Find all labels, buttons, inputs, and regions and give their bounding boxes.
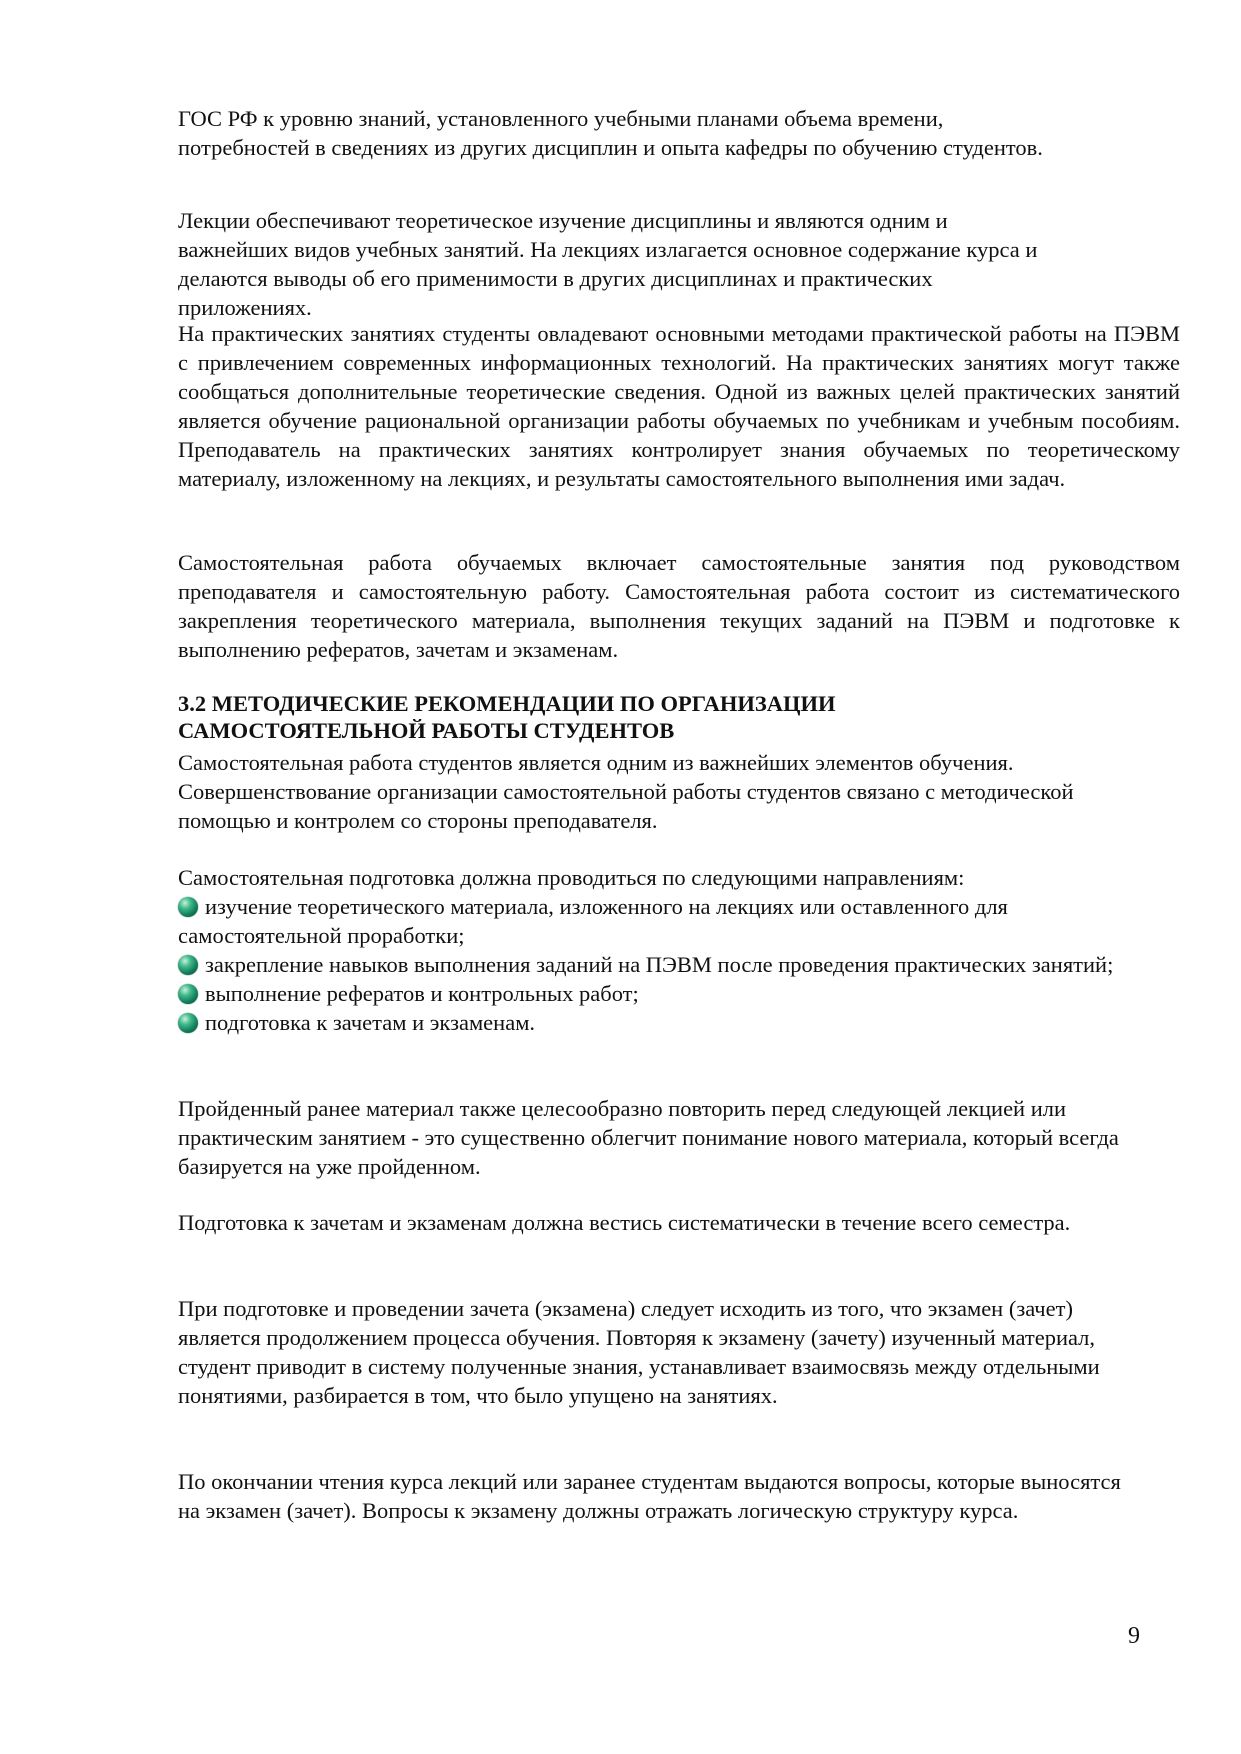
intro-paragraph-4: Самостоятельная работа обучаемых включает самостоятельные занятия под руководством преподавателя и самостоятельную работу. Самостоятельная работа состоит из систематического закрепления теоретического материала, выполнения текущих заданий на ПЭВМ и подготовке к выполнению рефератов, зачетам и экзаменам. [178,550,1180,662]
section-heading-line-1: 3.2 МЕТОДИЧЕСКИЕ РЕКОМЕНДАЦИИ ПО ОРГАНИЗАЦИИ [178,691,836,716]
section-paragraph-1: Самостоятельная работа студентов является одним из важнейших элементов обучения. Совершенствование организации самостоятельной работы студентов связано с методической помощью и контролем со стороны преподавателя. [178,750,1074,833]
directions-list [178,892,1138,1037]
list-item [178,950,1138,979]
section-paragraph-2: Пройденный ранее материал также целесообразно повторить перед следующей лекцией или практическим занятием - это существенно облегчит понимание нового материала, который всегда базируется на уже пройденном. [178,1096,1119,1179]
page-number: 9 [1128,1623,1140,1649]
list-item [178,892,1138,950]
list-item [178,1008,1138,1037]
intro-paragraph-3: На практических занятиях студенты овладевают основными методами практической работы на ПЭВМ с привлечением современных информационных технологий. На практических занятиях могут также сообщаться дополнительные теоретические сведения. Одной из важных целей практических занятий является обучение рациональной организации работы обучаемых по учебникам и учебным пособиям. Преподаватель на практических занятиях контролирует знания обучаемых по теоретическому материалу, изложенному на лекциях, и результаты самостоятельного выполнения ими задач. [178,321,1180,491]
green-ball-bullet-icon [178,955,198,975]
section-heading-line-2: САМОСТОЯТЕЛЬНОЙ РАБОТЫ СТУДЕНТОВ [178,718,675,743]
list-item-text: подготовка к зачетам и экзаменам. [205,1010,536,1035]
green-ball-bullet-icon [178,1013,198,1033]
list-item [178,979,1138,1008]
section-heading [178,690,1180,744]
intro-paragraph-2: Лекции обеспечивают теоретическое изучение дисциплины и являются одним и важнейших видов учебных занятий. На лекциях излагается основное содержание курса и делаются выводы об его применимости в других дисциплинах и практических приложениях. [178,208,1038,320]
section-paragraph-4: При подготовке и проведении зачета (экзамена) следует исходить из того, что экзамен (зачет) является продолжением процесса обучения. Повторяя к экзамену (зачету) изученный материал, студент приводит в систему полученные знания, устанавливает взаимосвязь между отдельными понятиями, разбирается в том, что было упущено на занятиях. [178,1296,1100,1408]
list-item-text: изучение теоретического материала, изложенного на лекциях или оставленного для самостоятельной проработки; [178,894,1008,948]
section-paragraph-3: Подготовка к зачетам и экзаменам должна вестись систематически в течение всего семестра. [178,1210,1071,1235]
green-ball-bullet-icon [178,897,198,917]
list-intro: Самостоятельная подготовка должна проводиться по следующими направлениям: [178,865,965,890]
green-ball-bullet-icon [178,984,198,1004]
section-paragraph-5: По окончании чтения курса лекций или заранее студентам выдаются вопросы, которые выносятся на экзамен (зачет). Вопросы к экзамену должны отражать логическую структуру курса. [178,1469,1121,1523]
list-item-text: выполнение рефератов и контрольных работ; [205,981,639,1006]
list-item-text: закрепление навыков выполнения заданий на ПЭВМ после проведения практических занятий; [205,952,1114,977]
intro-paragraph-1: ГОС РФ к уровню знаний, установленного учебными планами объема времени, потребностей в сведениях из других дисциплин и опыта кафедры по обучению студентов. [178,106,1043,160]
